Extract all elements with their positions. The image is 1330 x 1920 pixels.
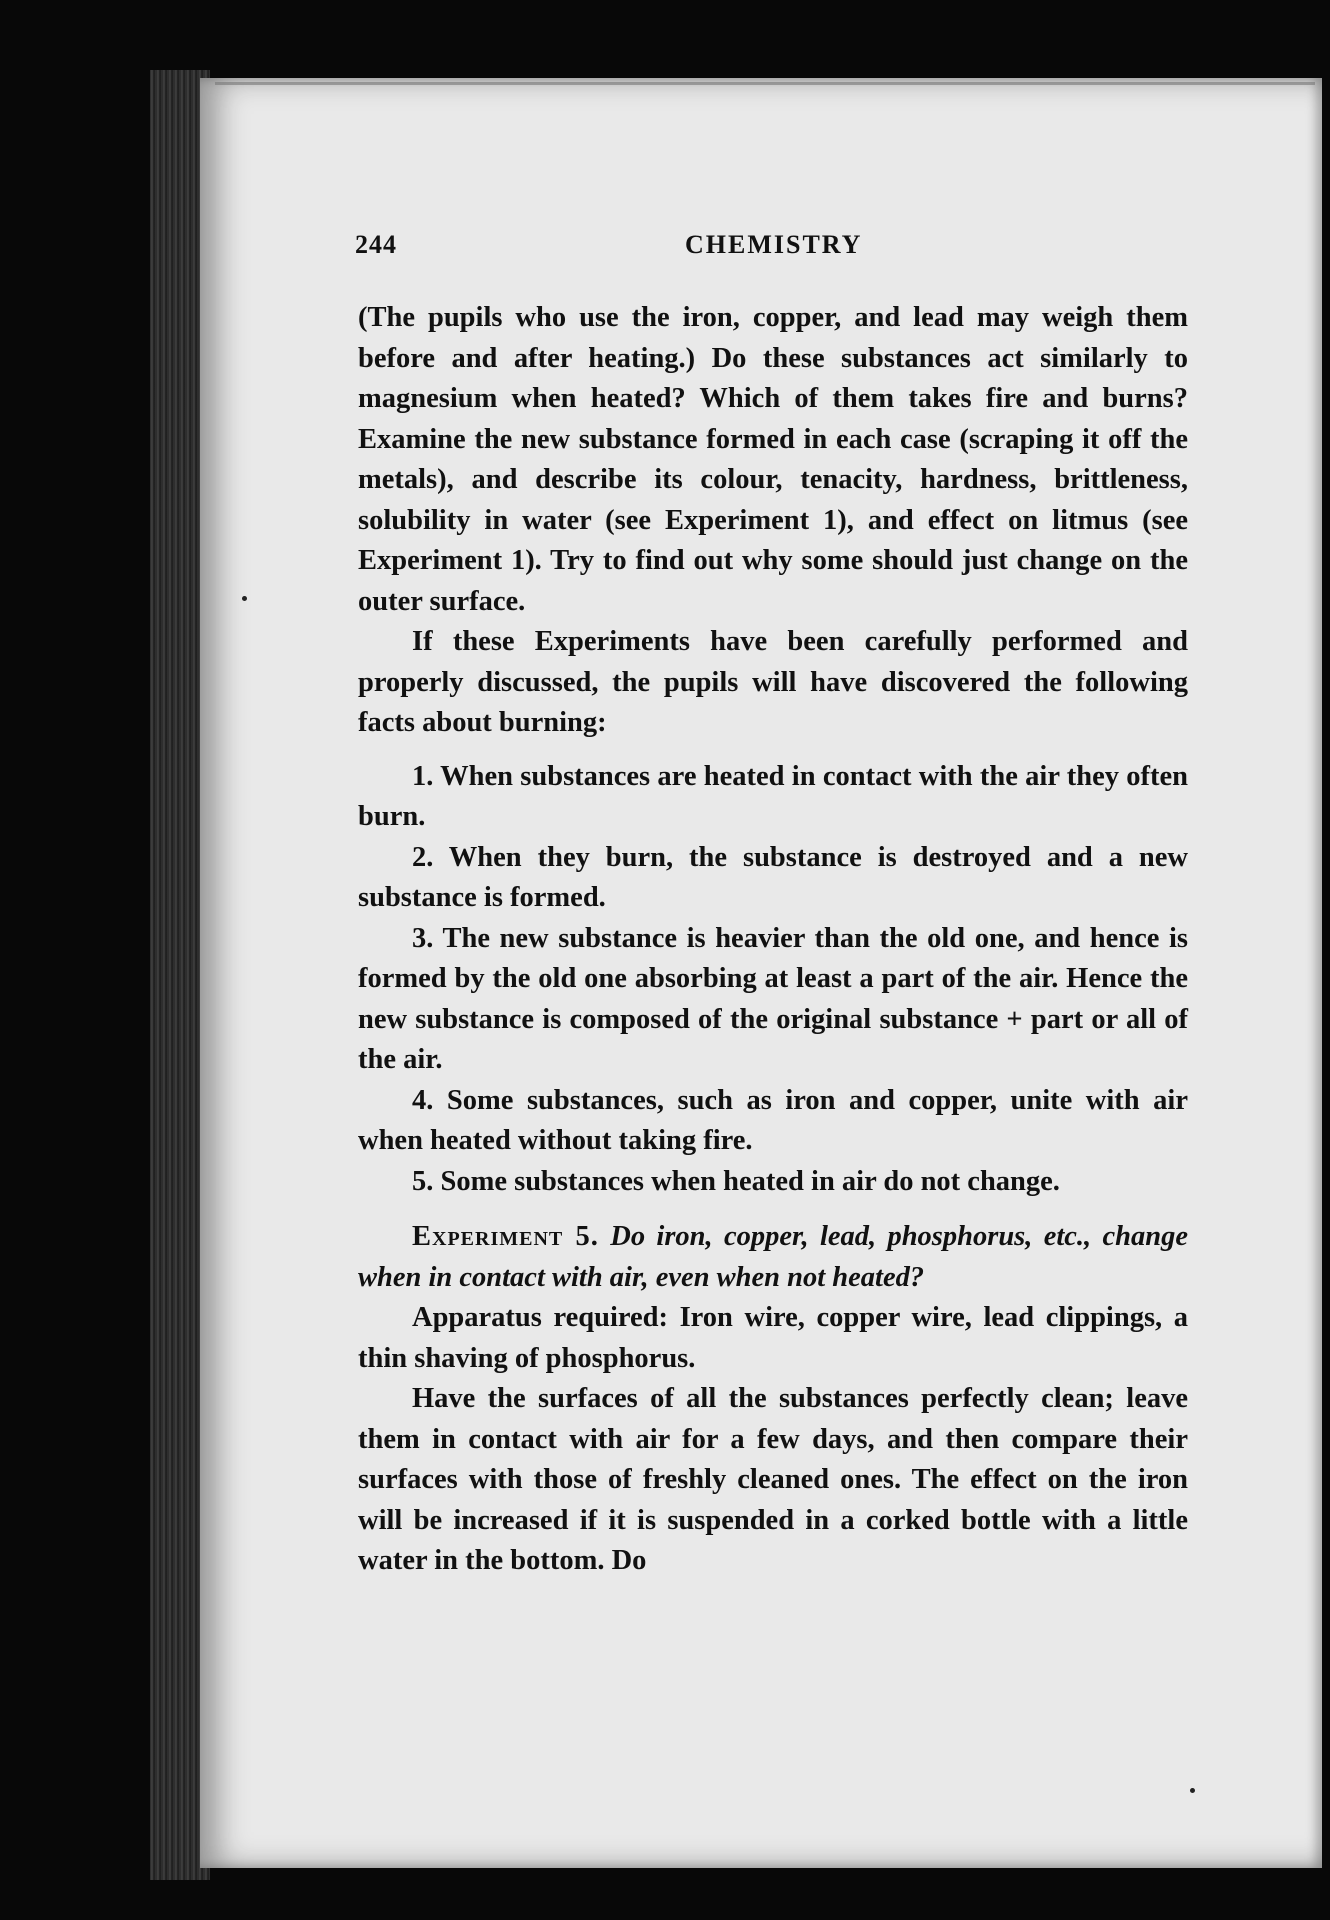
experiment-label: Experiment 5. — [412, 1221, 599, 1252]
page-header — [355, 230, 1195, 270]
page-body — [358, 298, 1188, 1582]
fact-item: 2. When they burn, the substance is destroyed and a new substance is formed. — [358, 841, 1188, 913]
fact-item: 3. The new substance is heavier than the old one, and hence is formed by the old one absorbing at least a part of the air. Hence the new substance is composed of the original substance + part or all of the air. — [358, 922, 1188, 1075]
fact-item: 5. Some substances when heated in air do not change. — [412, 1165, 1060, 1197]
running-title: CHEMISTRY — [685, 230, 863, 259]
scan-speck — [1190, 1788, 1195, 1793]
fact-item: 1. When substances are heated in contact with the air they often burn. — [358, 760, 1188, 832]
paragraph-facts-intro: If these Experiments have been carefully performed and properly discussed, the pupils will have discovered the following facts about burning: — [358, 626, 1188, 738]
experiment-apparatus: Apparatus required: Iron wire, copper wire, lead clippings, a thin shaving of phosphorus. — [358, 1302, 1188, 1374]
experiment-section — [358, 1217, 1188, 1582]
fact-item: 4. Some substances, such as iron and copper, unite with air when heated without taking fire. — [358, 1084, 1188, 1156]
experiment-heading — [358, 1217, 1188, 1298]
experiment-procedure: Have the surfaces of all the substances perfectly clean; leave them in contact with air for a few days, and then compare their surfaces with those of freshly cleaned ones. The effect on the iron will be increased if it is suspended in a corked bottle with a little water in the bottom. Do — [358, 1383, 1188, 1576]
facts-list — [358, 757, 1188, 1203]
page-number: 244 — [355, 230, 397, 259]
paragraph-continued: (The pupils who use the iron, copper, and lead may weigh them before and after heating.) Do these substances act similarly to magnesium when heated? Which of them takes fire and burns? Examine the new substance formed in each case (scraping it off the metals), and describe its colour, tenacity, hardness, brittleness, solubility in water (see Experiment 1), and effect on litmus (see Experiment 1). Try to find out why some should just change on the outer surface. — [358, 302, 1188, 617]
scan-speck — [242, 596, 247, 601]
page-top-edge — [215, 82, 1315, 85]
experiment-question: Do iron, copper, lead, phosphorus, etc., change when in contact with air, even when not heated? — [358, 1221, 1188, 1293]
